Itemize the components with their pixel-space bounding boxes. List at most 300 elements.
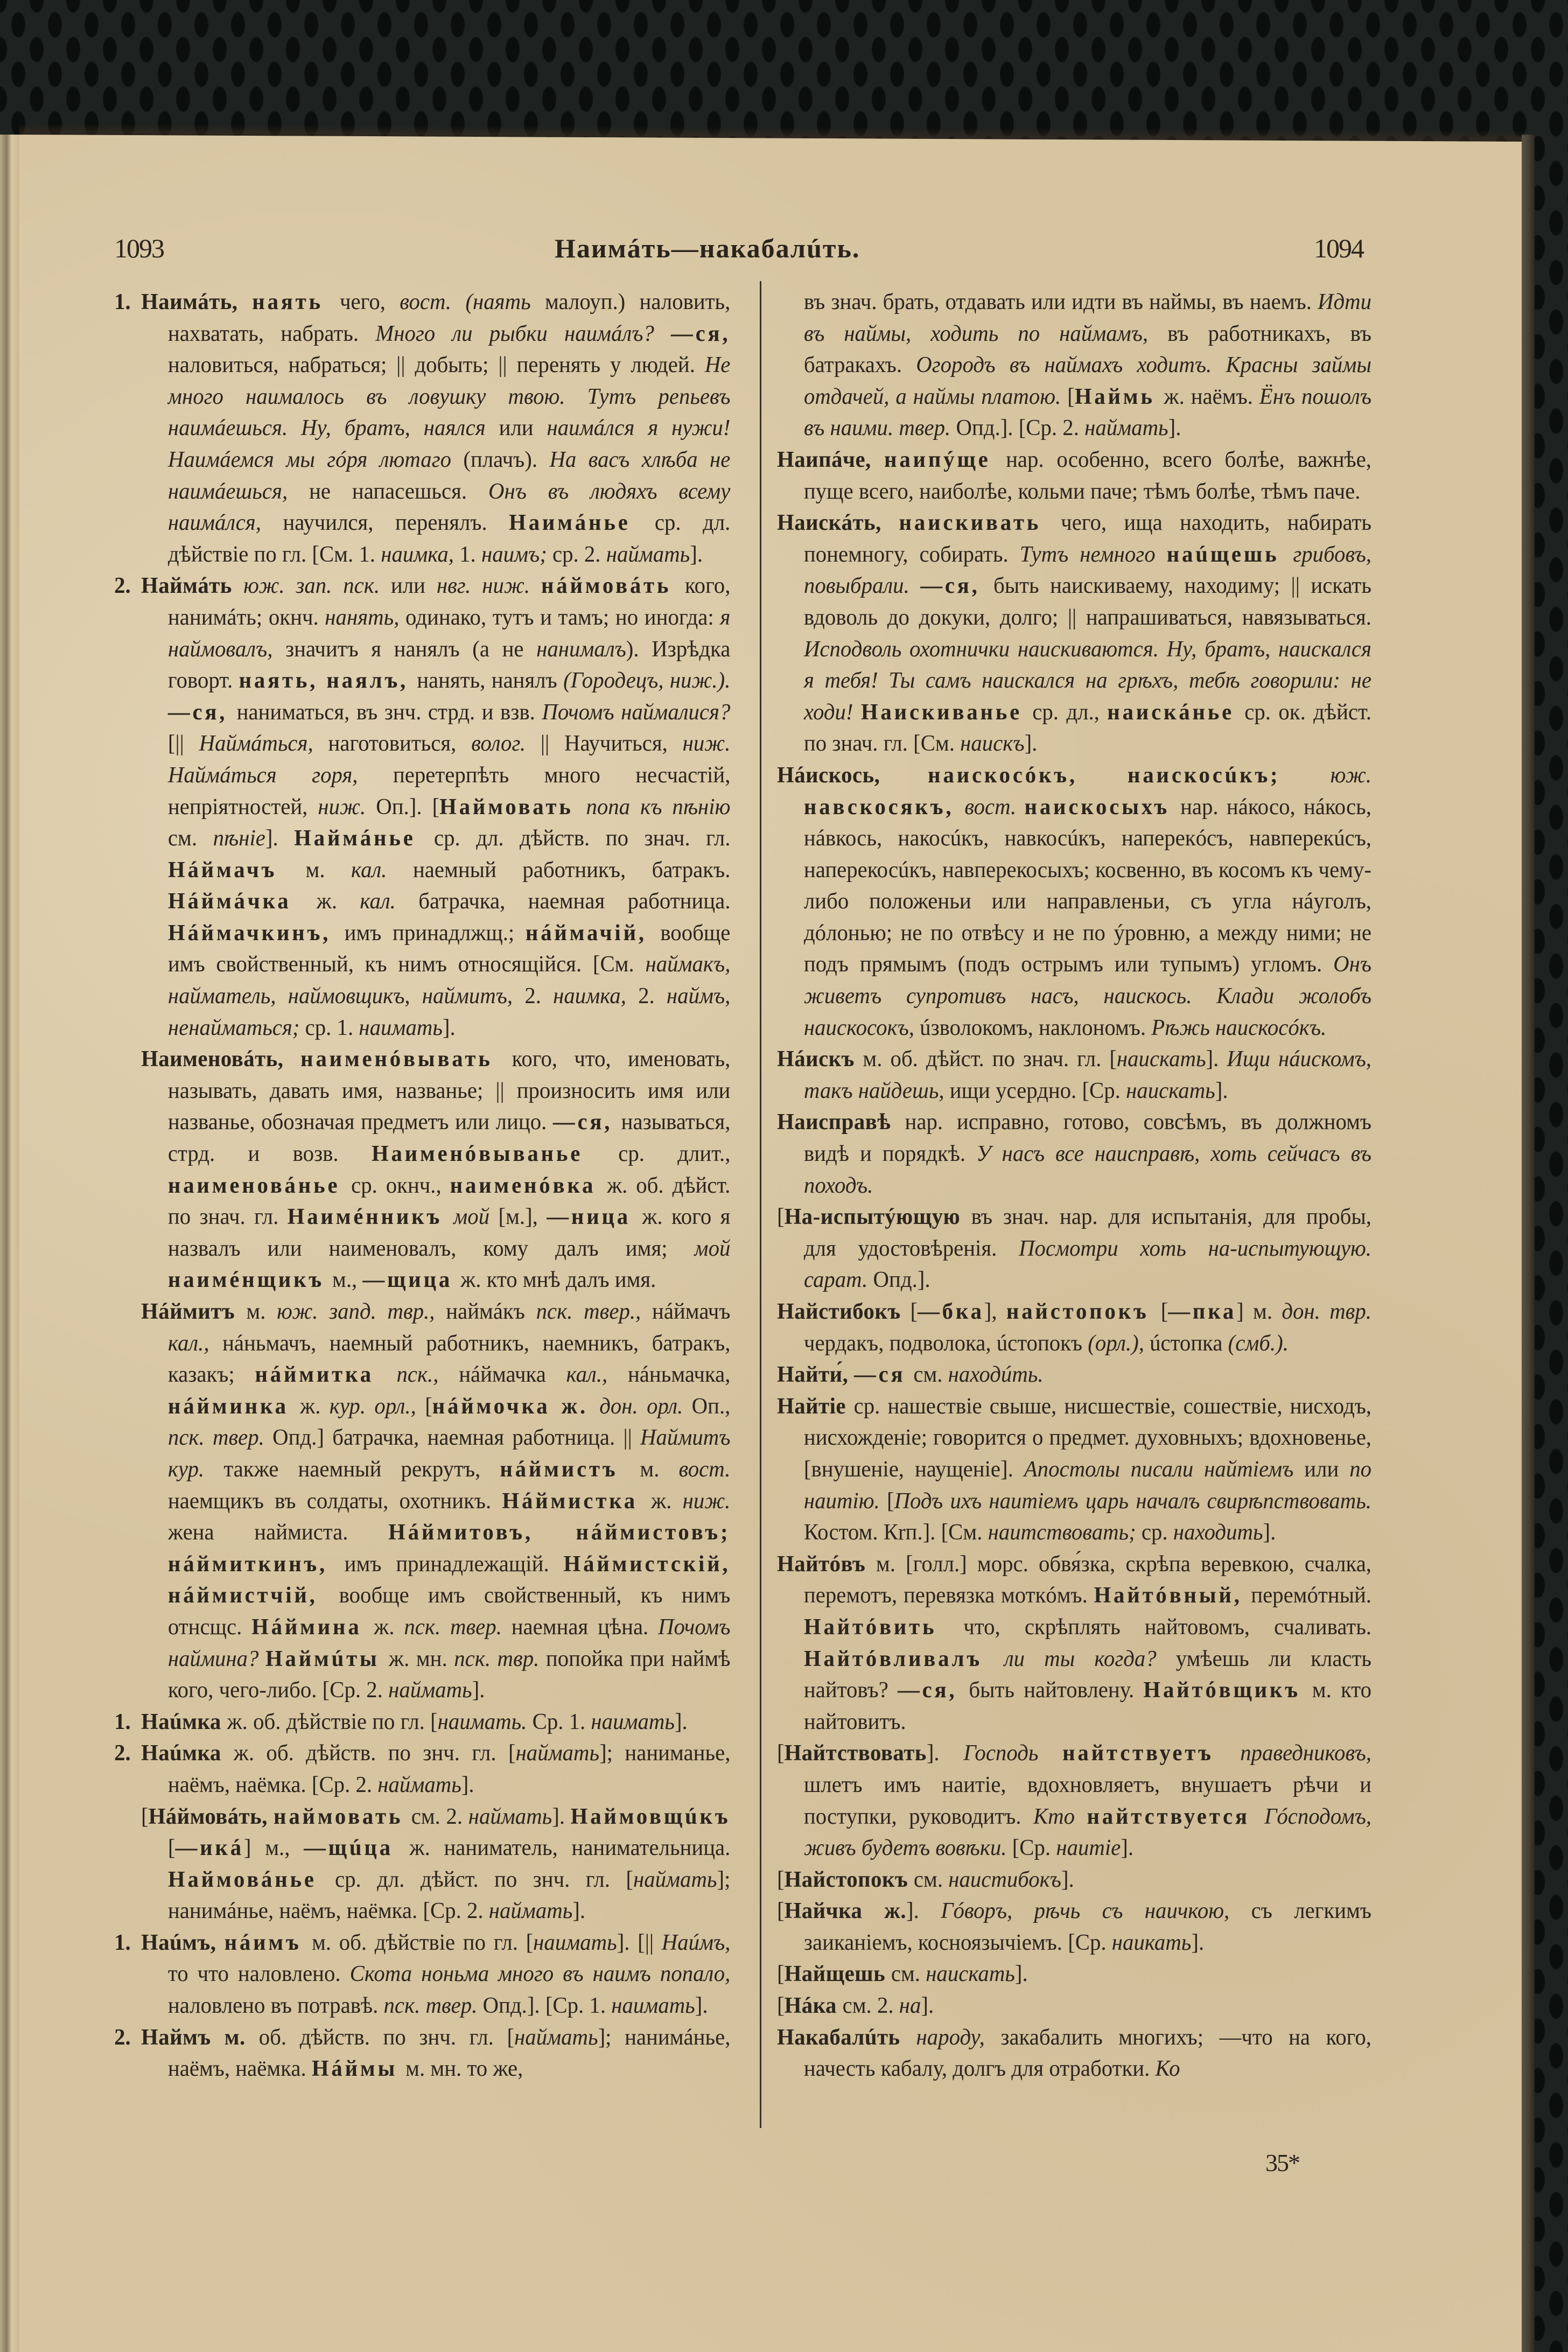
headword: Найтствовать [784,1740,927,1766]
derived-form: наискосóкъ, наискосúкъ; [928,762,1331,788]
example-italic: наймакъ, найматель, наймовщикъ, наймитъ, [167,951,731,1009]
definition-text: или [390,573,437,599]
definition-text: ]. [695,1993,708,2019]
example-italic: Идти въ наймы, ходить по наймамъ, [803,289,1371,346]
headword: Наúмка [141,1740,234,1766]
derived-form: нáймитка [255,1362,397,1388]
example-italic: кал., [167,1330,223,1356]
definition-text: ж. кто мнѣ далъ имя. [460,1267,656,1293]
example-italic: Наймитъ кур. [167,1425,731,1482]
dictionary-entry [114,1738,730,1801]
definition-text: попойка при наймѣ кого, чего-либо. [Ср. 2. [167,1646,731,1703]
derived-form: наискáнье [1107,699,1245,725]
derived-form: —ся, [167,699,237,725]
definition-text: [ [777,1866,785,1892]
dictionary-entry [777,286,1371,444]
example-italic: Огородъ въ наймахъ ходитъ. Красны займы отдачей, а наймы платою. [803,352,1371,409]
derived-form: —пка [1168,1299,1237,1324]
definition-text: малоуп.) наловить, нахватать, набрать. [167,289,731,346]
example-italic: наитствовать; [988,1520,1142,1545]
example-italic: Подъ ихъ наитіемъ царь началъ свирѣпствовать. [894,1488,1371,1514]
example-italic: наймать [388,1677,472,1703]
headword: Наипáче, [777,446,885,472]
definition-text: чего, ища находить, набирать понемногу, собирать. [803,510,1371,567]
example-italic: праведниковъ, [1240,1740,1371,1766]
example-italic: Апостолы писали найтіемъ [1024,1456,1305,1482]
right-column [777,286,1371,2085]
definition-text: шлетъ имъ наитіе, вдохновляетъ, внушаетъ рѣчи и поступки, руководитъ. [803,1772,1371,1829]
signature-mark: 35* [1265,2149,1299,2176]
definition-text: ж. [374,1614,404,1640]
definition-text: ] м. [1236,1299,1282,1324]
definition-text: умѣешь ли класть найтовъ? [803,1646,1372,1703]
derived-form: Наймúты [265,1646,389,1671]
definition-text: úзволокомъ, наклономъ. [920,1014,1152,1040]
example-italic: ниж. [682,1488,731,1514]
definition-text: не напасешься. [309,478,489,504]
example-italic: Кто [1033,1803,1087,1829]
derived-form: Нáймистскій, нáймистчій, [167,1551,731,1608]
definition-text: [ [777,1898,785,1924]
definition-text: м. мн. то же, [405,2056,523,2082]
derived-form: наять [252,289,340,314]
example-italic: наимъ; [481,541,552,567]
derived-form: ж. [561,1393,600,1419]
definition-text: наловиться, набраться; || добыть; || перенять у людей. [167,352,705,378]
dictionary-entry [777,1738,1371,1864]
definition-text: м. об. дѣйствіе по гл. [ [312,1929,534,1955]
definition-text: нанять, нанялъ [417,668,564,694]
derived-form: наять, наялъ, [239,668,417,694]
definition-text: наемный работникъ, батракъ. [412,857,731,883]
definition-text: ср. окнч., [351,1172,450,1198]
dictionary-entry [114,1706,730,1738]
definition-text: ]. [674,1709,688,1734]
definition-text: ]. [926,1740,964,1766]
example-italic: кур. орл., [329,1393,425,1419]
definition-text: быть наискиваему, находиму; || искать вдоволь до докуки, долго; || напрашиваться, навязываться. [803,573,1371,630]
definition-text: ]. [1014,1961,1028,1987]
headword: Наисправѣ [777,1109,905,1135]
example-italic: наимáлся я нужи! Наимáемся мы гóря лютаго [167,415,731,472]
derived-form: Нáймачъ [167,857,306,883]
derived-form: —бка [918,1299,984,1324]
definition-text: вообще имъ свойственный, къ нимъ отнсщс. [167,1583,731,1640]
definition-text: ж. об. дѣйств. по знч. гл. [ [233,1740,516,1766]
definition-text: ]. [572,1898,586,1924]
derived-form: Нáймáчка [167,888,317,914]
derived-form: Нáймистка [502,1488,651,1514]
definition-text: м. об. дѣйст. по знач. гл. [ [863,1046,1117,1072]
example-italic: находúть. [948,1362,1044,1388]
definition-text: м. [голл.] морс. обвя́зка, скрѣпа веревкою, счалка, перемотъ, перевязка моткóмъ. [803,1551,1371,1608]
definition-text: Костом. Кrп.]. [См. [803,1520,988,1545]
definition-text: [ [910,1299,918,1324]
definition-text: м. [305,857,352,883]
derived-form: —ся, [671,320,731,346]
example-italic: народу, [916,2024,1001,2050]
definition-text: ]. [1121,1835,1134,1861]
definition-text: то что наловлено. [167,1961,350,1987]
definition-text: ], [984,1299,1006,1324]
definition-text: ж. [650,1488,683,1514]
dictionary-entry [114,1044,730,1296]
example-italic: Рѣжь наискосóкъ. [1151,1014,1327,1040]
definition-text: въ знач. брать, отдавать или идти въ наймы, въ наемъ. [803,289,1318,314]
derived-form: Наимáнье [509,510,655,536]
definition-text: ]. [472,1677,485,1703]
definition-text: нар. нáкосо, нáкось, нáвкось, накосúкъ, навкосúкъ, наперекóсъ, навперекúсъ, наперекосúкъ, навперекосыхъ; косвенно, въ косомъ къ чему-либо положеньи или направленьи, съ угла нáуголъ, дóлонью; не по отвѣсу и не по ýровню, а между ними; не подъ прямымъ (подъ острымъ или тупымъ) угломъ. [803,794,1371,977]
definition-text: ]. [1168,415,1181,441]
definition-text: ср. нашествіе свыше, нисшествіе, сошествіе, нисходъ, нисхожденіе; говорится о предмет. духовныхъ; вдохновенье, [внушеніе, наущеніе]. [803,1393,1372,1482]
definition-text: [ [887,1488,894,1514]
dictionary-entry [777,1201,1371,1296]
derived-form: Наименóвыванье [371,1141,619,1167]
example-italic: наимка, [553,983,639,1009]
example-italic: Наймáться, [199,731,328,757]
example-italic: наимать [591,1709,675,1734]
example-italic: дон. орл. [599,1393,692,1419]
example-italic: (смб.). [1228,1330,1289,1356]
derived-form: Найтóвить [803,1614,964,1640]
derived-form: Наимéнникъ [287,1204,454,1230]
example-italic: наимать [611,1993,695,2019]
example-italic: Онъ въ людяхъ всему наимáлся, [167,478,731,536]
derived-form: нáйминка [167,1393,300,1419]
definition-text: называться, стрд. и возв. [167,1109,731,1167]
dictionary-entry [114,1801,730,1927]
dictionary-entry [114,1296,730,1706]
example-italic: Исподволь охотнички наискиваются. Ну, братъ, наискался я тебя! Ты самъ наискался на грѣхъ, тебѣ говорили: не ходи! [803,636,1371,725]
example-italic: наискать [1126,1077,1215,1103]
definition-text: || Научиться, [540,731,683,757]
definition-text: ж. мн. [388,1646,454,1671]
definition-text: закабалить многихъ; —что на кого, начесть кабалу, долгъ для отработки. [803,2024,1371,2082]
entry-number: 2. [114,1740,131,1766]
example-italic: наймать [514,2024,598,2050]
example-italic: наискать [1116,1046,1206,1072]
example-italic: пск. твер. [383,1993,483,2019]
derived-form: —ся [853,1362,914,1388]
definition-text: Ср. 1. [532,1709,591,1734]
example-italic: грибовъ, повыбрали. [803,541,1371,599]
derived-form: Нáймачкинъ, [167,920,345,946]
example-italic: наимка, [381,541,460,567]
example-italic: (Городецъ, ниж.). [563,668,731,694]
entry-number: 1. [114,1709,131,1734]
definition-text: кого, нанимáть; окнч. [167,573,731,630]
headword: Наúмъ, [141,1929,225,1955]
example-italic: Ко [1155,2056,1180,2082]
column-divider [760,281,761,2128]
definition-text: ж. [316,888,360,914]
example-italic: Не много наималось въ ловушку твою. Тутъ репьевъ наимáешься. Ну, братъ, наялся [167,352,731,441]
example-italic: наймать [515,1740,600,1766]
definition-text: см. [167,825,213,851]
definition-text: имъ принадлжщ.; [344,920,526,946]
example-italic: ниж. [318,794,376,820]
definition-text: 1. [459,541,481,567]
example-italic: наимать. [437,1709,533,1734]
dictionary-entry [777,1296,1371,1359]
example-italic: Гóворъ, рѣчь съ наичкою, [941,1898,1251,1924]
definition-text: [ [1067,383,1075,409]
book-right-edge [1522,135,1535,2352]
definition-text: [ [777,1740,785,1766]
definition-text: см. [913,1362,948,1388]
example-italic: Ищи нáискомъ, такъ найдешь, [803,1046,1371,1103]
definition-text: наемщикъ въ солдаты, охотникъ. [167,1488,502,1514]
definition-text: научился, перенялъ. [283,510,509,536]
definition-text: [ [167,1835,176,1861]
example-italic: пск. твр. [454,1646,546,1671]
dictionary-entry [777,1958,1371,1990]
derived-form: Наймáнье [294,825,434,851]
example-italic: наймать [606,541,690,567]
definition-text: наготовиться, [328,731,472,757]
definition-text: ]. [|| [617,1929,662,1955]
definition-text: ищи усердно. [Ср. [949,1077,1126,1103]
example-italic: кал. [360,888,419,914]
definition-text: ср. дл. дѣйств. по знач. гл. [433,825,731,851]
dictionary-entry [777,444,1371,507]
definition-text: об. дѣйств. по знч. гл. [ [258,2024,515,2050]
example-italic: вост. [678,1456,731,1482]
derived-form: Наискиванье [860,699,1033,725]
headword: Наймъ [141,2024,225,2050]
example-italic: Наúмъ, [661,1929,731,1955]
derived-form: нáймовáть [541,573,685,599]
derived-form: —ница [547,1204,642,1230]
derived-form: Нáймитовъ, нáймистовъ; нáймиткинъ, [167,1520,731,1577]
dictionary-entry [114,1927,730,2022]
definition-text: ср. 1. [305,1014,359,1040]
derived-form: наúщешь [1166,541,1293,567]
definition-text: [|| [167,731,199,757]
derived-form: нáимъ [224,1929,312,1955]
dictionary-entry [777,1107,1371,1201]
example-italic: нанять, [325,604,406,630]
definition-text: ]. [552,1803,571,1829]
example-italic: юж. [1330,762,1371,788]
derived-form: нáймистъ [500,1456,640,1482]
derived-form: Наймовáнье [167,1866,335,1892]
derived-form: наискивать [899,510,1061,536]
headword: Найти́, [777,1362,854,1388]
example-italic: наистибокъ [948,1866,1061,1892]
definition-text: [ [777,1961,785,1987]
definition-text: наловлено въ потравѣ. [167,1993,384,2019]
definition-text: ср. дл., [1032,699,1108,725]
example-italic: я наймовалъ, [167,604,731,662]
derived-form: найстопокъ [1006,1299,1161,1324]
example-italic: Тутъ немного [1019,541,1167,567]
definition-text: см. 2. [842,1993,899,2019]
entry-number: 2. [114,2024,131,2050]
definition-text: [Ср. [1012,1835,1056,1861]
definition-text: [ [141,1803,149,1829]
example-italic: вост. [964,794,1025,820]
definition-text: ]. [921,1993,934,2019]
definition-text: Оп.]. [ [376,794,440,820]
definition-text: быть найтовлену. [969,1677,1144,1703]
page-number-left: 1093 [114,233,164,263]
definition-text: ]. [1215,1077,1228,1103]
derived-form: наименóвывать [300,1046,512,1072]
example-italic: У насъ все наисправѣ, хоть сейчасъ въ походъ. [803,1141,1371,1198]
definition-text: имъ принадлежащій. [344,1551,564,1577]
example-italic: пск. твер. [404,1614,512,1640]
derived-form: Найтóвливалъ [803,1646,1004,1671]
definition-text: ]. [1191,1929,1205,1955]
example-italic: на [899,1993,921,2019]
derived-form: наймовать [274,1803,411,1829]
dictionary-entry [777,2022,1371,2085]
example-italic: пск., [396,1362,459,1388]
derived-form: Нáймина [251,1614,374,1640]
example-italic: наимать [533,1929,617,1955]
example-italic: Посмотри хоть на-испытующую. сарат. [803,1235,1371,1293]
definition-text: нáньмачъ, наемный работникъ, наемникъ, батракъ, казакъ; [167,1330,731,1388]
entry-number: 1. [114,1929,131,1955]
dictionary-entry [777,1990,1371,2022]
derived-form: —щица [362,1267,461,1293]
definition-text: что, скрѣплять найтовомъ, счаливать. [963,1614,1372,1640]
definition-text: Опд.]. [Ср. 2. [956,415,1085,441]
example-italic: Онъ живетъ супротивъ насъ, наискось. Клади жолобъ наискосокъ, [803,951,1371,1040]
definition-text: значитъ я нанялъ (а не [285,636,537,662]
definition-text: наймáкъ [446,1299,536,1324]
derived-form: —ся, [552,1109,621,1135]
definition-text: ]. [690,541,703,567]
dictionary-entry [777,1359,1371,1391]
definition-text: м. [640,1456,679,1482]
example-italic: пск. твер. [167,1425,273,1451]
headword: Нáймовáть, [148,1803,274,1829]
example-italic: Гóсподомъ, живъ будетъ вовѣки. [803,1803,1371,1861]
example-italic: наймать [488,1898,573,1924]
definition-text: [ [777,1204,785,1230]
dictionary-entry [777,760,1371,1044]
page-header [108,233,1400,270]
definition-text: м. кто найтовитъ. [803,1677,1371,1734]
derived-form: наименóвка [450,1172,607,1198]
definition-text: ]. [1024,731,1038,757]
example-italic: наитіе [1056,1835,1121,1861]
example-italic: мой [453,1204,499,1230]
headword: Нáймитъ [141,1299,247,1324]
definition-text: нáймачъ [652,1299,731,1324]
definition-text: ср. [1141,1520,1173,1545]
definition-text: жена наймиста. [167,1520,389,1545]
example-italic: нвг. ниж. [436,573,541,599]
definition-text: [м.], [498,1204,547,1230]
headword: Найчка ж. [784,1898,907,1924]
definition-text: Опд.]. [873,1267,930,1293]
dictionary-entry [114,2022,730,2085]
definition-text: ]. [461,1772,474,1797]
page-number-right: 1094 [1314,233,1363,263]
definition-text: ср. длит., [618,1141,731,1167]
example-italic: Господь [963,1740,1063,1766]
example-italic: пск. твер., [536,1299,653,1324]
definition-text: ж. наёмъ. [1164,383,1259,409]
definition-text: или [499,415,547,441]
derived-form: —икá [175,1835,244,1861]
example-italic: наймать [377,1772,461,1797]
headword: Нáискось, [777,762,928,788]
example-italic: волог. [471,731,541,757]
derived-form: нáймочка [432,1393,562,1419]
example-italic: юж. зап. пск. [243,573,391,599]
headword: На-испытýющую [784,1204,971,1230]
entry-number: 1. [114,289,131,314]
derived-form: Наймь [1074,383,1164,409]
example-italic: Почомъ наймина? [167,1614,731,1671]
derived-form: —ся, [898,1677,969,1703]
headword: Найтіе [777,1393,854,1419]
definition-text: м. [246,1299,277,1324]
headword: Найтóвъ [777,1551,876,1577]
definition-text: одинако, тутъ и тамъ; но иногда: [405,604,720,630]
dictionary-entry [114,570,730,1044]
definition-text: наемная цѣна. [511,1614,659,1640]
definition-text: ср. дл. дѣйствіе по гл. [См. 1. [167,510,731,567]
definition-text: ж. об. дѣйствіе по гл. [ [227,1709,438,1734]
example-italic: пѣніе [213,825,265,851]
definition-text: [ [777,1993,785,2019]
example-italic: наискъ [960,731,1025,757]
headword: Найстибокъ [777,1299,911,1324]
derived-form: —ся, [920,573,993,599]
definition-text: ). Изрѣдка говорт. [167,636,731,694]
definition-text: нáньмачка, [627,1362,731,1388]
headword: Нáискъ [777,1046,863,1072]
dictionary-entry [777,1549,1371,1738]
definition-text: ]. [265,825,295,851]
definition-text: вообще имъ свойственный, къ нимъ относящійся. [См. [167,920,731,977]
definition-text: úстопка [1150,1330,1228,1356]
example-italic: вост. (наять [400,289,545,314]
dictionary-entry [114,286,730,570]
headword: Накабалúть [777,2024,916,2050]
derived-form: нáймачій, [525,920,661,946]
dictionary-entry [777,1391,1371,1549]
definition-text: ]; наниманье, наёмъ, наёмка. [Ср. 2. [167,1740,731,1797]
definition-text: Оп., [691,1393,731,1419]
derived-form: Наймовать [439,794,586,820]
derived-form: —щúца [304,1835,410,1861]
example-italic: наймать [1084,415,1168,441]
derived-form: Наймовщúкъ [570,1803,731,1829]
headword: Наймáть [141,573,244,599]
definition-text: наниматься, въ знч. стрд. и взв. [236,699,542,725]
definition-text: Опд.]. [Ср. 1. [482,1993,612,2019]
definition-text: чего, [340,289,400,314]
example-italic: Много ли рыбки наимáлъ? [375,320,671,346]
example-italic: наймать [468,1803,552,1829]
derived-form: найтствуетъ [1062,1740,1241,1766]
definition-text: чердакъ, подволока, úстопокъ [803,1330,1088,1356]
definition-text: ср. 2. [552,541,606,567]
example-italic: ли ты когда? [1004,1646,1176,1671]
definition-text: см. 2. [411,1803,468,1829]
derived-form: найтствуется [1087,1803,1265,1829]
definition-text: ж. наниматель, нанимательница. [409,1835,731,1861]
example-italic: (орл.), [1088,1330,1150,1356]
example-italic: наймъ, ненайматься; [167,983,731,1040]
definition-text: или [1304,1456,1350,1482]
